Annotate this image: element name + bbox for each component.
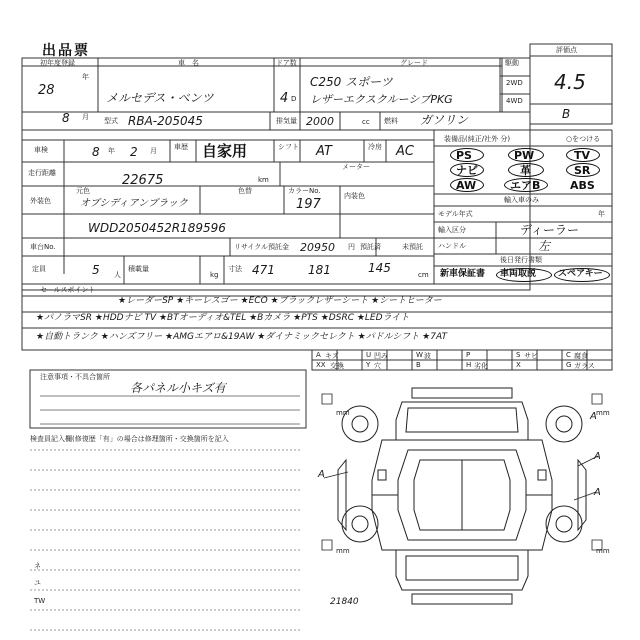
legend-rekka: 劣化: [474, 362, 488, 370]
sales-points-line1: ★レーダーSP ★キーレスゴー ★ECO ★ブラックレザーシート ★シートヒーター: [118, 296, 442, 306]
interior-score: B: [562, 107, 571, 121]
sheet-title: 出品票: [42, 43, 90, 59]
doc-spare-key: スペアキー: [558, 269, 603, 279]
reg-month-unit: 月: [82, 113, 89, 121]
score-label: 評価点: [556, 46, 577, 54]
legend-c: C: [566, 351, 571, 359]
color-no-label: カラーNo.: [288, 187, 321, 195]
shift-value: AT: [316, 144, 332, 159]
legend-b: B: [416, 361, 421, 369]
displacement-unit: cc: [362, 118, 370, 126]
color-no-value: 197: [296, 197, 321, 212]
drive-4wd: 4WD: [506, 97, 523, 105]
meter-label: メーター: [342, 163, 370, 171]
mileage-label: 走行距離: [28, 169, 56, 177]
reg-year-value: 28: [38, 83, 55, 98]
inspection-year: 8: [92, 145, 100, 159]
notes-line1: 各パネル小キズ有: [130, 381, 226, 395]
legend-g: G: [566, 361, 572, 369]
legend-sabi: サビ: [524, 352, 538, 360]
drive-2wd: 2WD: [506, 79, 523, 87]
inspection-label: 車検: [34, 146, 48, 154]
legend-kizu: キズ: [325, 352, 339, 360]
score-value: 4.5: [554, 70, 586, 94]
reg-month-value: 8: [62, 111, 70, 125]
legend-u: U: [366, 351, 372, 359]
equip-airbag: エアB: [510, 179, 541, 192]
door-unit: D: [291, 95, 297, 103]
mm-label-tr: mm: [596, 409, 610, 417]
door-label: ドア数: [276, 59, 297, 67]
recycle-label: リサイクル預託金: [234, 243, 290, 251]
fuel-value: ガソリン: [420, 113, 469, 127]
fuel-label: 燃料: [384, 117, 398, 125]
notes-label: 注意事項・不具合箇所: [40, 373, 110, 381]
docs-label: 後日発行書類: [500, 256, 542, 264]
mm-label-tl: mm: [336, 409, 350, 417]
inspection-month-unit: 月: [150, 147, 157, 155]
diagram-stamp: 21840: [330, 597, 359, 607]
capacity-unit: 人: [114, 271, 121, 279]
ac-value: AC: [396, 144, 414, 159]
reg-year-unit: 年: [82, 73, 89, 81]
doc-manual: 車両取説: [500, 269, 537, 279]
capacity-value: 5: [92, 263, 100, 277]
damage-mark-right-top: A: [590, 411, 597, 422]
recycle-value: 20950: [300, 241, 335, 254]
import-label: 輸入車のみ: [504, 196, 539, 204]
legend-ana: 穴: [374, 362, 381, 370]
trim-label: 色替: [238, 187, 252, 195]
inspection-month: 2: [130, 145, 138, 159]
length-value: 471: [252, 263, 275, 277]
grade-label: グレード: [400, 59, 428, 67]
make-value: メルセデス・ベンツ: [106, 91, 214, 105]
damage-mark-right-lower: A: [594, 487, 601, 498]
equip-navi: ナビ: [456, 164, 478, 177]
legend-w: W: [416, 351, 423, 359]
import-type-label: 輸入区分: [438, 226, 466, 234]
model-value: RBA-205045: [128, 114, 203, 128]
mileage-value: 22675: [122, 173, 164, 188]
width-value: 181: [308, 263, 331, 277]
capacity-label: 定員: [32, 265, 46, 273]
door-value: 4: [280, 91, 289, 106]
legend-p: P: [466, 351, 471, 359]
ac-label: 冷房: [368, 143, 382, 151]
equip-sr: SR: [574, 164, 591, 177]
equip-abs: ABS: [570, 179, 595, 192]
model-label: 型式: [104, 117, 118, 125]
chassis-label: 車台No.: [30, 243, 56, 251]
recycle-paid-label: 預託済: [360, 243, 381, 251]
damage-mark-right-upper: A: [594, 451, 601, 462]
displacement-label: 排気量: [276, 117, 297, 125]
model-year-label: モデル年式: [438, 210, 473, 218]
damage-mark-left: A: [318, 469, 325, 480]
legend-x: X: [516, 361, 521, 369]
mileage-unit: km: [258, 176, 269, 184]
recycle-unit: 円: [348, 243, 355, 251]
mm-label-br: mm: [596, 547, 610, 555]
handle-value: 左: [538, 239, 551, 253]
equipment-header: 装備品(純正/社外 分): [444, 135, 511, 143]
legend-s: S: [516, 351, 521, 359]
drive-label: 駆動: [505, 59, 519, 67]
shift-label: シフト: [278, 143, 299, 151]
equip-aw: AW: [456, 179, 477, 192]
usage-label: 車歴: [174, 143, 188, 151]
equip-pw: PW: [514, 149, 535, 162]
row-label-1: ネ: [34, 562, 41, 570]
legend-hekomi: 凹み: [374, 352, 388, 360]
load-label: 積載量: [128, 265, 149, 273]
legend-a: A: [316, 351, 321, 359]
legend-nami: 波: [424, 352, 431, 360]
grade-line1: C250 スポーツ: [310, 75, 393, 89]
model-year-unit: 年: [598, 210, 605, 218]
legend-kokan: 交換: [330, 362, 344, 370]
usage-value: 自家用: [202, 142, 248, 160]
size-label: 寸法: [228, 265, 242, 273]
legend-h: H: [466, 361, 472, 369]
inspection-year-unit: 年: [108, 147, 115, 155]
row-label-3: TW: [34, 597, 46, 605]
car-damage-diagram: [312, 380, 612, 610]
legend-glass: ガラス: [574, 362, 595, 370]
row-label-2: ユ: [34, 579, 41, 587]
chassis-value: WDD2050452R189596: [88, 221, 226, 235]
mm-label-bl: mm: [336, 547, 350, 555]
sales-points-line3: ★自動トランク ★ハンズフリー ★AMGエアロ&19AW ★ダイナミックセレクト ★パドルシフト ★7AT: [36, 332, 447, 342]
load-unit: kg: [210, 271, 219, 279]
size-unit: cm: [418, 271, 429, 279]
import-type-value: ディーラー: [520, 223, 580, 237]
inspector-label: 検査員記入欄(修復歴「有」の場合は修理箇所・交換箇所を記入: [30, 435, 229, 443]
sales-points-label: セールスポイント: [40, 286, 96, 294]
exterior-label: 外装色: [30, 197, 51, 205]
equip-tv: TV: [574, 149, 591, 162]
legend-xx: XX: [316, 361, 326, 369]
legend-fushoku: 腐食: [574, 352, 588, 360]
grade-line2: レザーエクスクルーシブPKG: [310, 93, 453, 106]
doc-warranty: 新車保証書: [440, 269, 486, 279]
displacement-value: 2000: [306, 115, 334, 128]
orig-color-label: 元色: [76, 187, 90, 195]
exterior-color-value: オブシディアンブラック: [80, 198, 188, 209]
equipment-header-note: ○をつける: [566, 135, 601, 143]
interior-color-label: 内装色: [344, 192, 365, 200]
make-label: 車 名: [178, 59, 199, 67]
legend-y: Y: [366, 361, 371, 369]
first-reg-label: 初年度登録: [40, 59, 75, 67]
height-value: 145: [368, 261, 391, 275]
sales-points-line2: ★パノラマSR ★HDDナビ TV ★BTオーディオ&TEL ★Bカメラ ★PTS ★DSRC ★LEDライト: [36, 313, 410, 323]
equip-leather: 革: [520, 164, 531, 177]
handle-label: ハンドル: [438, 242, 466, 250]
recycle-unpaid-label: 未預託: [402, 243, 423, 251]
equip-ps: PS: [456, 149, 472, 162]
